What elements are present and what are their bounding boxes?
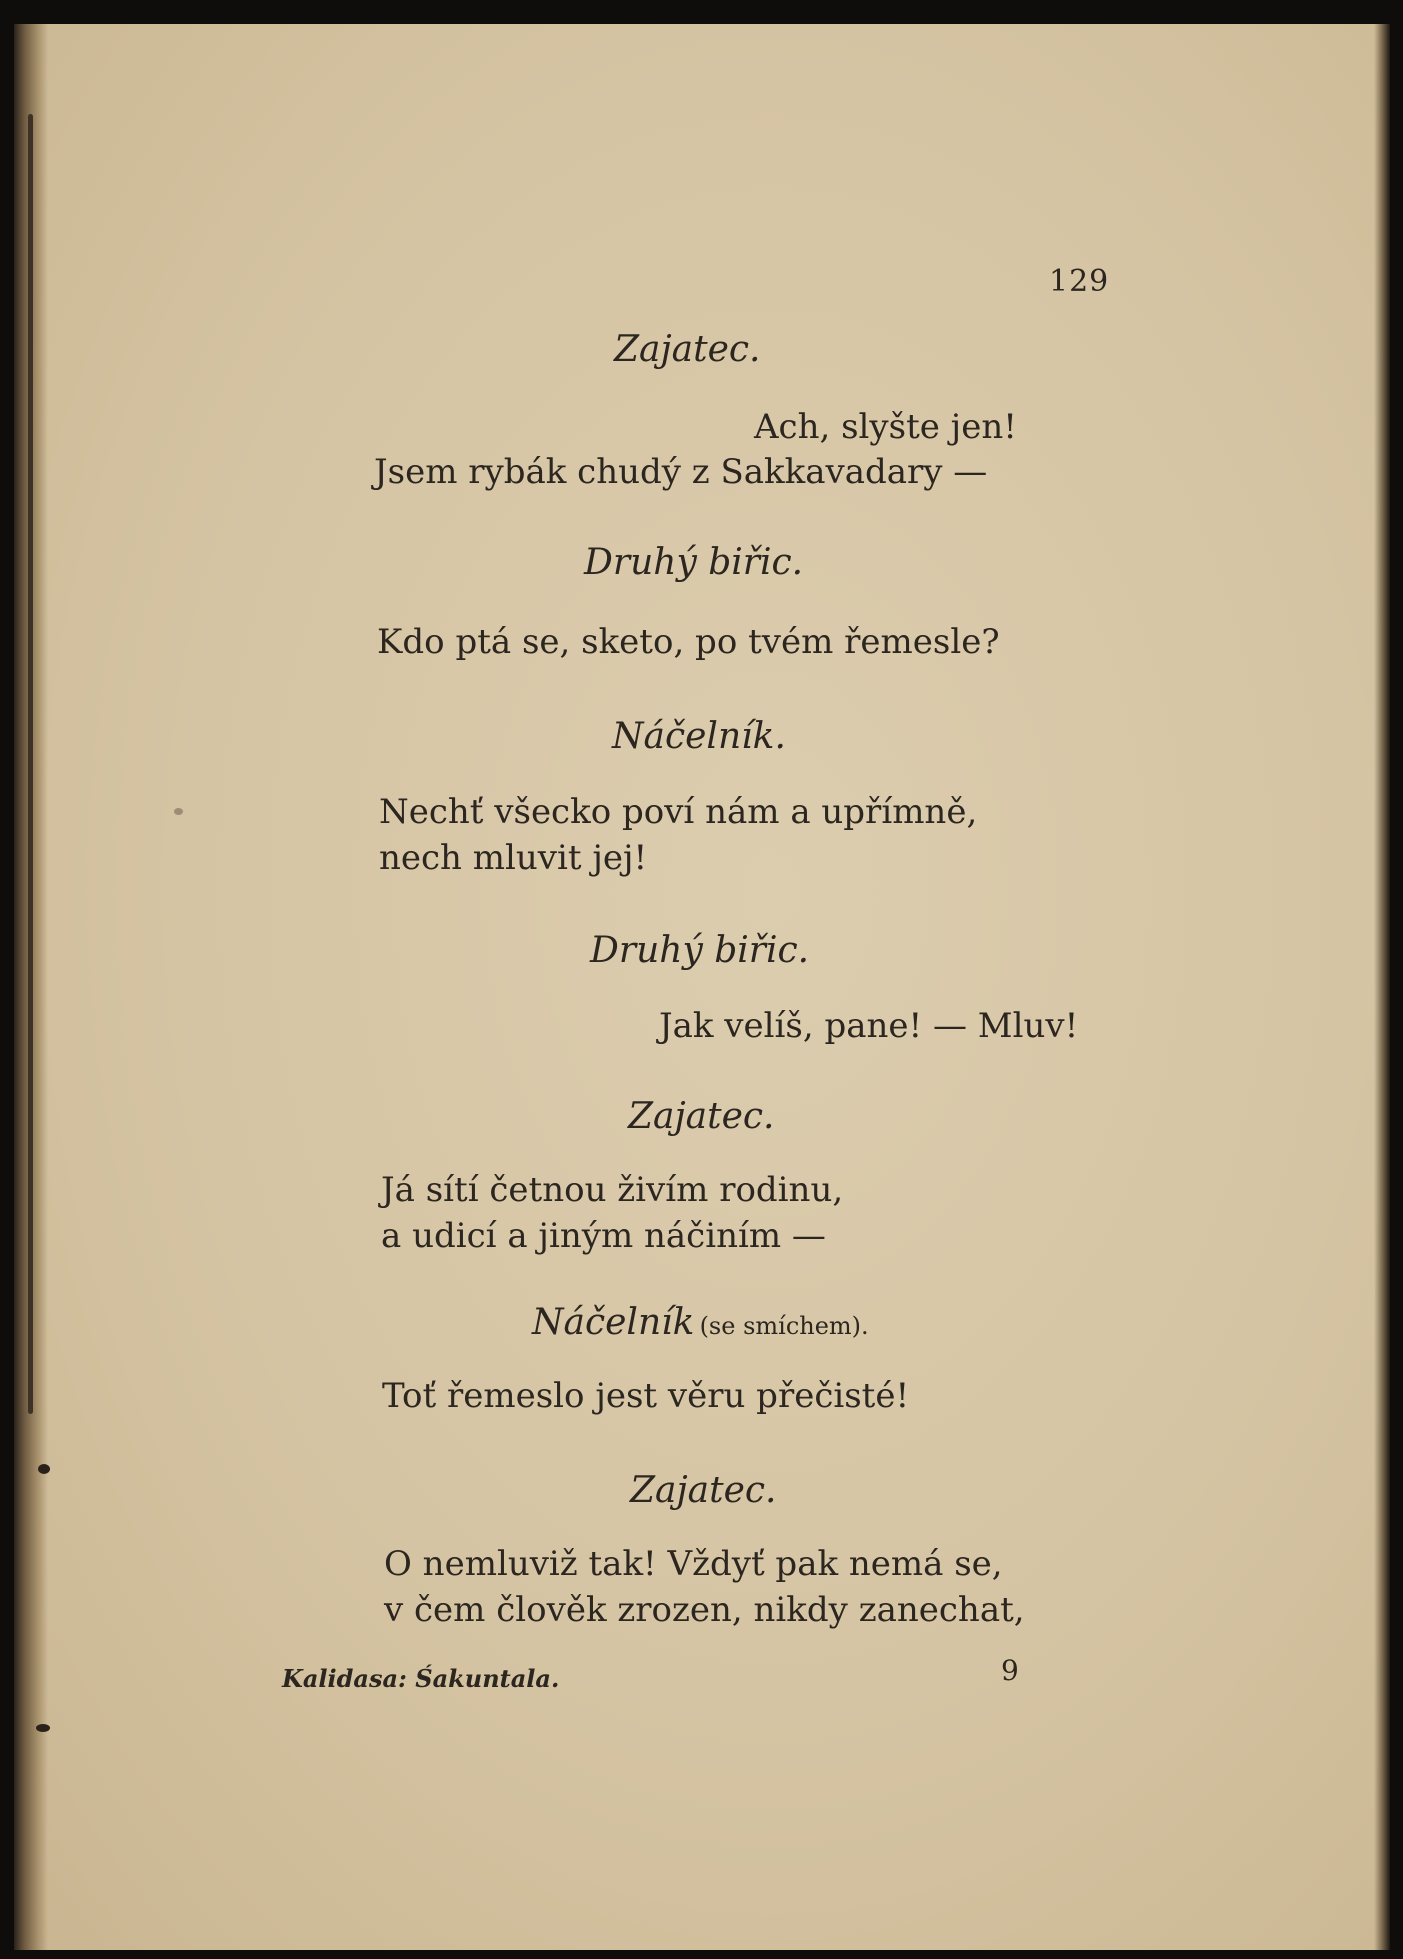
verse-line: Jsem rybák chudý z Sakkavadary —: [374, 452, 988, 492]
speaker-heading: Náčelník: [532, 1302, 695, 1343]
book-page: [14, 24, 1390, 1950]
speaker-heading-with-direction: [532, 1302, 869, 1343]
verse-line: Já sítí četnou živím rodinu,: [381, 1170, 844, 1210]
verse-line: nech mluvit jej!: [379, 838, 648, 878]
verse-line: v čem člověk zrozen, nikdy zanechat,: [384, 1590, 1025, 1630]
speaker-heading: Zajatec.: [630, 1470, 777, 1511]
speaker-heading: Druhý biřic.: [590, 930, 810, 971]
spine-edge-line: [28, 114, 33, 1414]
speaker-heading: Zajatec.: [614, 329, 761, 370]
signature-mark: 9: [1001, 1654, 1019, 1687]
verse-line: Toť řemeslo jest věru přečisté!: [382, 1376, 910, 1416]
footer-title: Kalidasa: Śakuntala.: [282, 1664, 560, 1693]
page-right-edge: [1374, 24, 1390, 1950]
speaker-heading: Náčelník.: [612, 716, 786, 757]
stage-direction: (se smíchem).: [699, 1312, 869, 1340]
paper-speck: [174, 808, 183, 815]
verse-line: a udicí a jiným náčiním —: [381, 1216, 826, 1256]
paper-speck: [38, 1464, 50, 1474]
verse-line: Ach, slyšte jen!: [754, 407, 1017, 447]
page-number: 129: [1049, 264, 1110, 299]
verse-line: Kdo ptá se, sketo, po tvém řemesle?: [377, 622, 1000, 662]
paper-speck: [36, 1724, 50, 1732]
speaker-heading: Zajatec.: [628, 1096, 775, 1137]
verse-line: Nechť všecko poví nám a upřímně,: [379, 792, 978, 832]
verse-line: Jak velíš, pane! — Mluv!: [659, 1006, 1079, 1046]
verse-line: O nemluviž tak! Vždyť pak nemá se,: [384, 1544, 1003, 1584]
speaker-heading: Druhý biřic.: [584, 542, 804, 583]
